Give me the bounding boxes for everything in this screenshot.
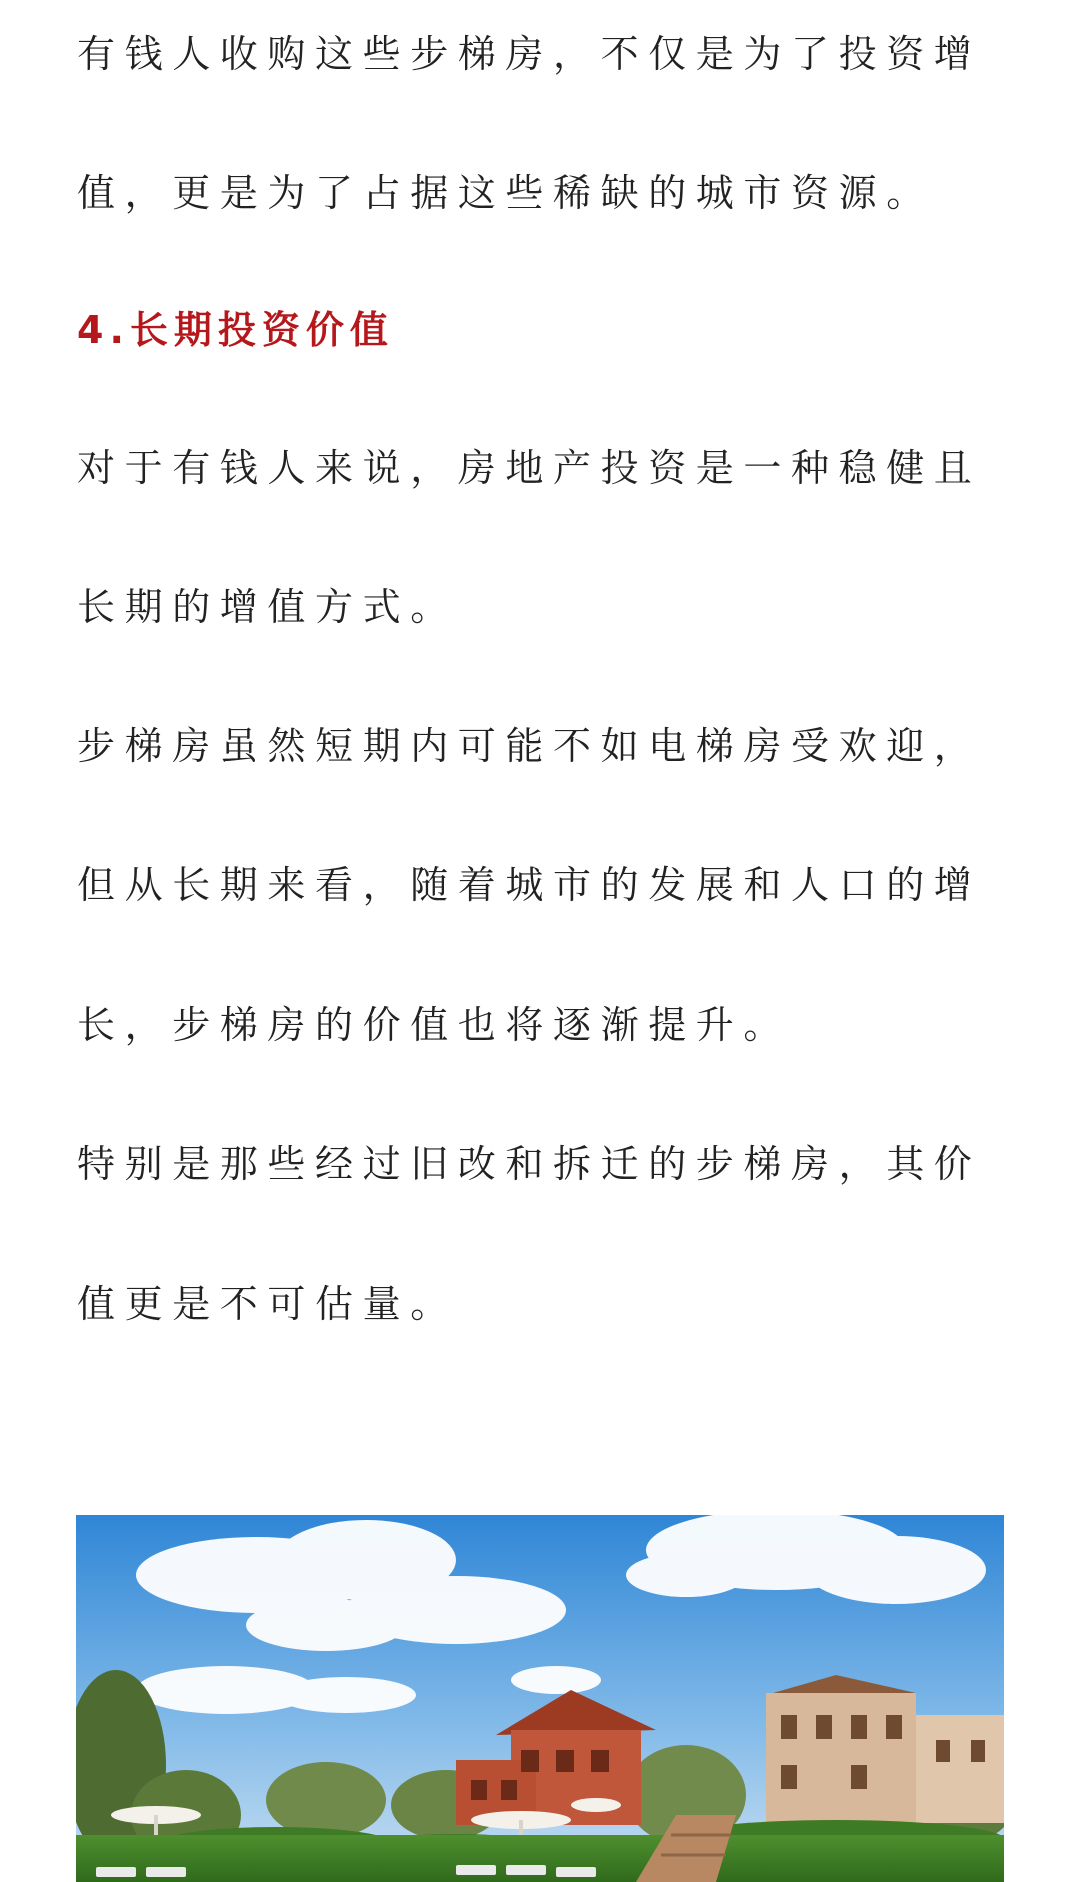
para4-line2: 值更是不可估量。 xyxy=(77,1282,458,1326)
para1-line1: 有钱人收购这些步梯房，不仅是为了投资增 xyxy=(77,32,982,76)
para3-line3: 长，步梯房的价值也将逐渐提升。 xyxy=(77,1003,792,1047)
para4-line1: 特别是那些经过旧改和拆迁的步梯房，其价 xyxy=(77,1142,982,1186)
para2-line1: 对于有钱人来说，房地产投资是一种稳健且 xyxy=(77,446,982,490)
article-photo xyxy=(76,1515,1004,1882)
para3-line2: 但从长期来看，随着城市的发展和人口的增 xyxy=(77,863,982,907)
para1-line2: 值，更是为了占据这些稀缺的城市资源。 xyxy=(77,171,934,215)
para2-line2: 长期的增值方式。 xyxy=(77,585,458,629)
section-heading: 4.长期投资价值 xyxy=(77,308,394,352)
para3-line1: 步梯房虽然短期内可能不如电梯房受欢迎， xyxy=(77,724,982,768)
